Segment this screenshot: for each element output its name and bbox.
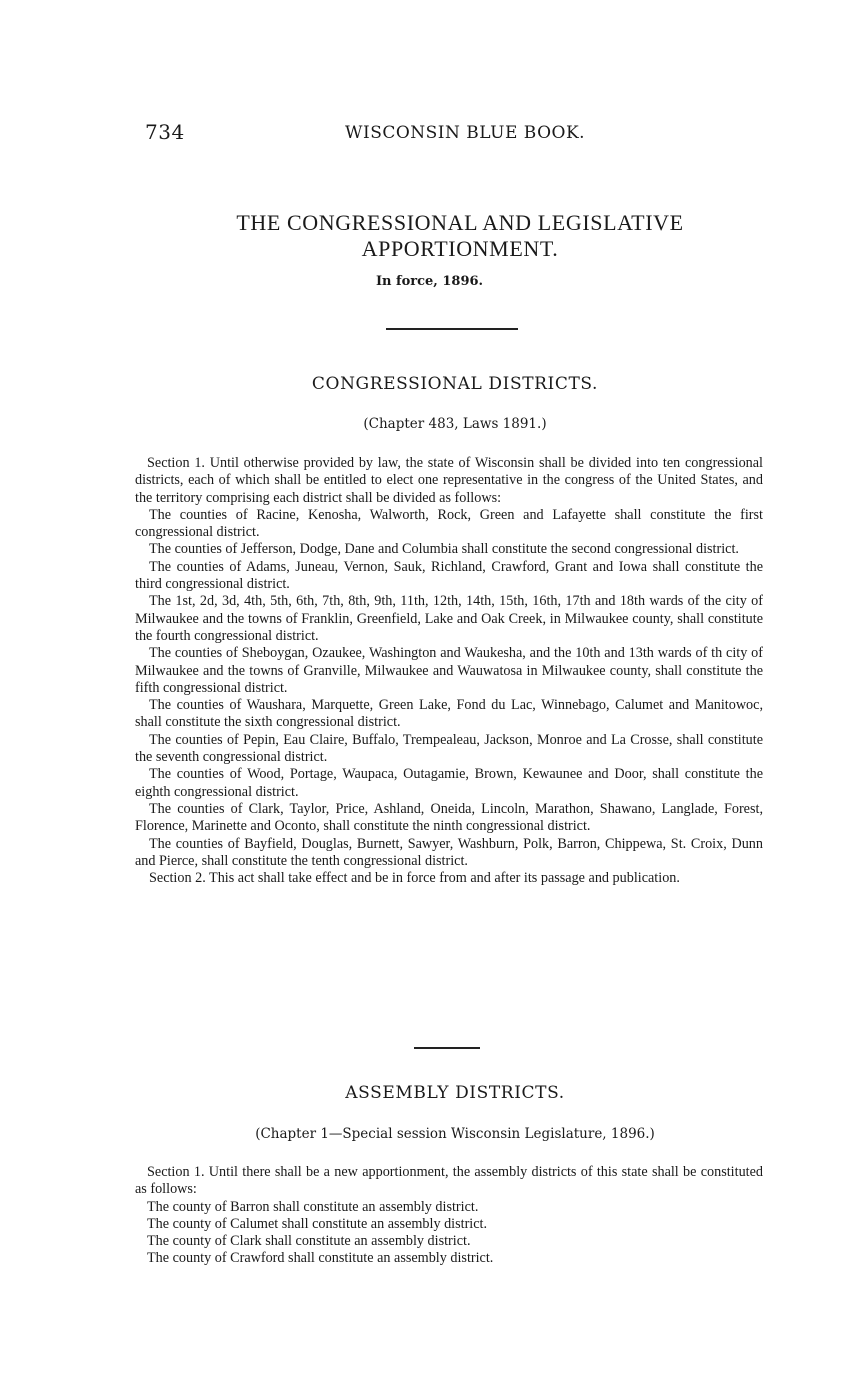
book-title: WISCONSIN BLUE BOOK. <box>345 123 586 143</box>
paragraph: The counties of Pepin, Eau Claire, Buffalo, Trempealeau, Jackson, Monroe and La Crosse, shall constitute the seventh congressional district. <box>135 731 763 766</box>
paragraph: Section 1. Until otherwise provided by law, the state of Wisconsin shall be divided into ten congressional districts, each of which shall be entitled to elect one representative in the congress of the United States, and the territory comprising each district shall be divided as follows: <box>135 455 763 506</box>
paragraph: Section 2. This act shall take effect and be in force from and after its passage and publication. <box>149 870 680 887</box>
list-item: The county of Crawford shall constitute an assembly district. <box>147 1250 494 1267</box>
page-number: 734 <box>145 120 185 144</box>
divider-rule <box>414 1047 480 1049</box>
paragraph: The counties of Sheboygan, Ozaukee, Washington and Waukesha, and the 10th and 13th wards of th city of Milwaukee and the towns of Granville, Milwaukee and Wauwatosa in Milwaukee county, shall constitute the fifth congressional district. <box>135 645 763 696</box>
congressional-body <box>135 455 763 887</box>
list-item: The county of Clark shall constitute an assembly district. <box>147 1233 471 1250</box>
paragraph: The 1st, 2d, 3d, 4th, 5th, 6th, 7th, 8th, 9th, 11th, 12th, 14th, 15th, 16th, 17th and 18th wards of the city of Milwaukee and the towns of Franklin, Greenfield, Lake and Oak Creek, in Milwaukee county, shall constitute the fourth congressional district. <box>135 593 763 644</box>
list-item: The county of Calumet shall constitute an assembly district. <box>147 1215 488 1232</box>
paragraph: The counties of Adams, Juneau, Vernon, Sauk, Richland, Crawford, Grant and Iowa shall constitute the third congressional district. <box>135 558 763 593</box>
paragraph: Section 1. Until there shall be a new apportionment, the assembly districts of this state shall be constituted as follows: <box>135 1164 763 1198</box>
paragraph: The counties of Clark, Taylor, Price, Ashland, Oneida, Lincoln, Marathon, Shawano, Langlade, Forest, Florence, Marinette and Oconto, shall constitute the ninth congressional district. <box>135 800 763 835</box>
congressional-chapter: (Chapter 483, Laws 1891.) <box>363 416 547 432</box>
in-force-note: In force, 1896. <box>375 274 484 289</box>
paragraph: The counties of Waushara, Marquette, Green Lake, Fond du Lac, Winnebago, Calumet and Manitowoc, shall constitute the sixth congressional district. <box>135 697 763 731</box>
main-title-line-2: APPORTIONMENT. <box>361 236 559 261</box>
paragraph: The counties of Racine, Kenosha, Walworth, Rock, Green and Lafayette shall constitute the first congressional district. <box>135 506 763 541</box>
assembly-heading: ASSEMBLY DISTRICTS. <box>345 1083 565 1103</box>
paragraph: The counties of Wood, Portage, Waupaca, Outagamie, Brown, Kewaunee and Door, shall constitute the eighth congressional district. <box>135 766 763 800</box>
running-head <box>145 120 765 146</box>
paragraph: The counties of Jefferson, Dodge, Dane and Columbia shall constitute the second congressional district. <box>149 541 739 558</box>
main-title <box>130 210 790 262</box>
main-title-line-1: THE CONGRESSIONAL AND LEGISLATIVE <box>236 210 684 235</box>
congressional-heading: CONGRESSIONAL DISTRICTS. <box>311 374 599 394</box>
divider-rule <box>386 328 518 330</box>
assembly-chapter: (Chapter 1—Special session Wisconsin Legislature, 1896.) <box>255 1126 655 1142</box>
list-item: The county of Barron shall constitute an assembly district. <box>147 1198 479 1215</box>
assembly-body <box>135 1164 763 1268</box>
paragraph: The counties of Bayfield, Douglas, Burnett, Sawyer, Washburn, Polk, Barron, Chippewa, St. Croix, Dunn and Pierce, shall constitute the tenth congressional district. <box>135 835 763 869</box>
